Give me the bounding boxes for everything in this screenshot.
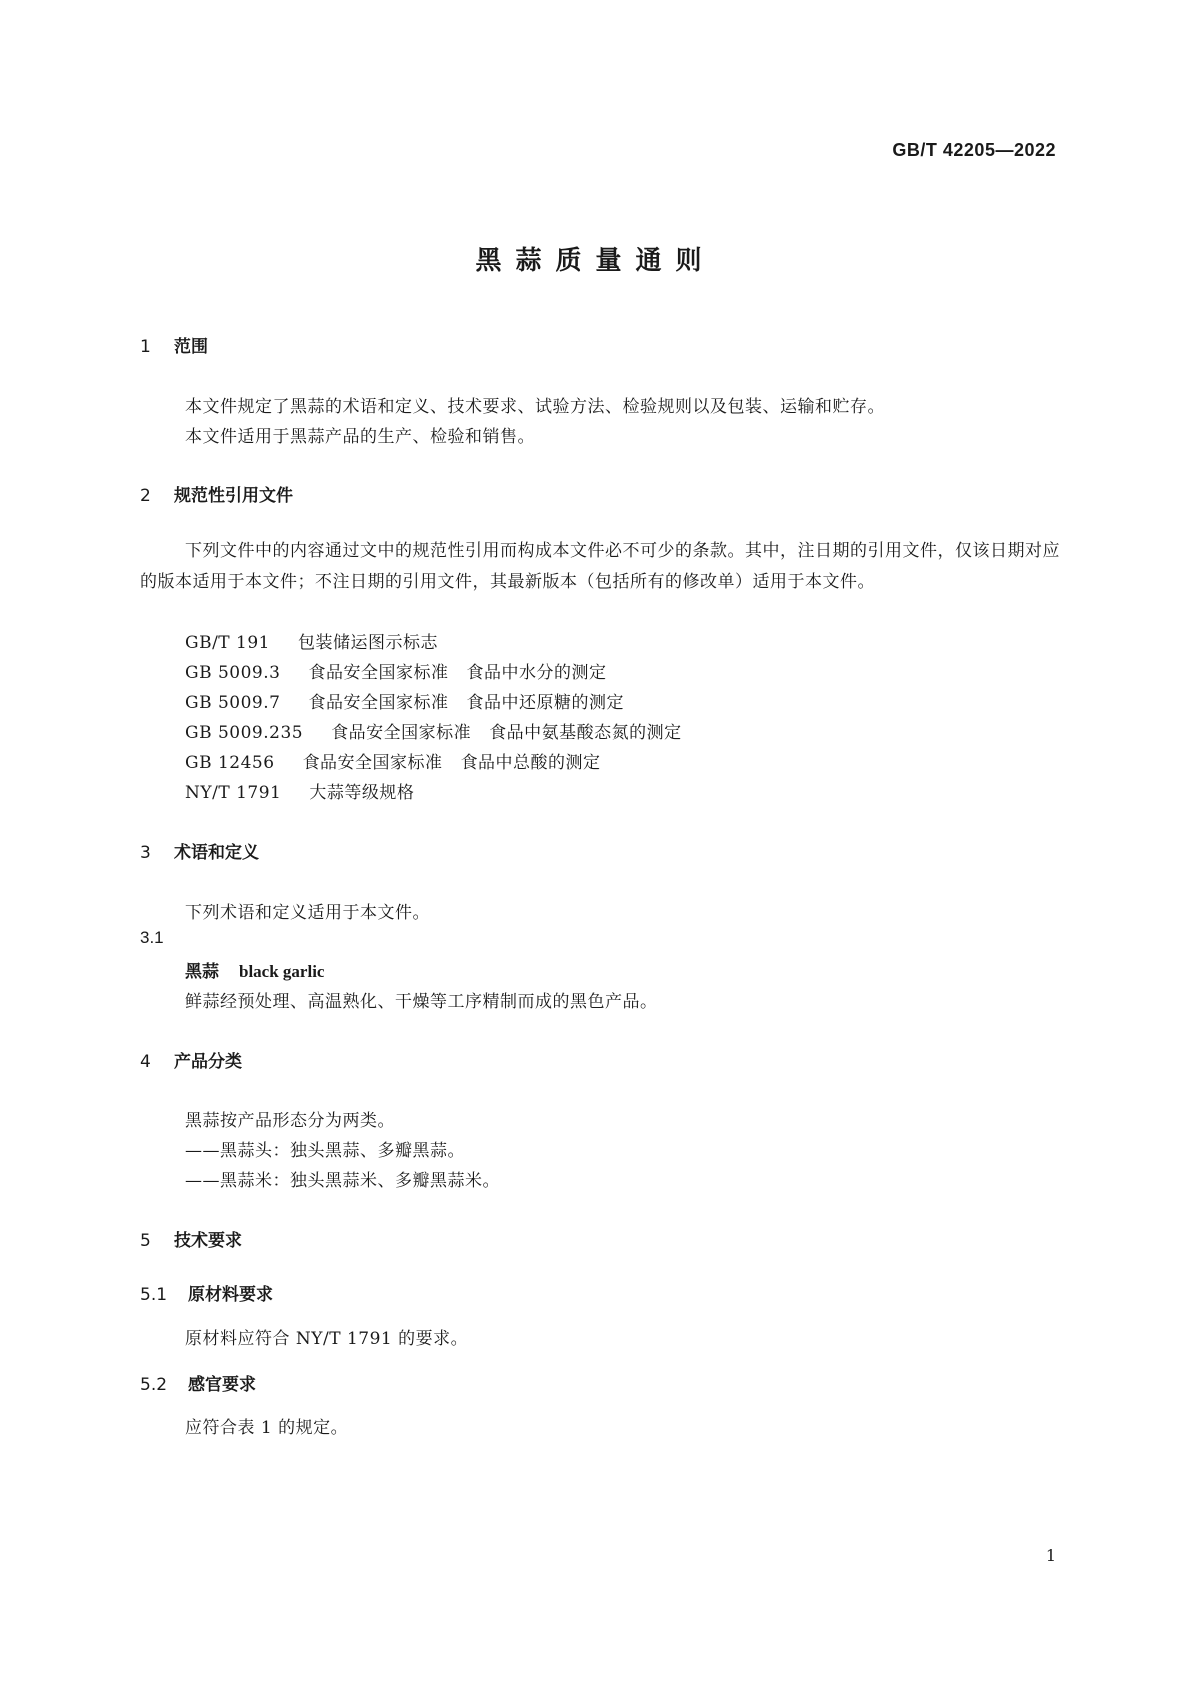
document-title: 黑蒜质量通则 (475, 246, 716, 276)
reference-code: NY/T 1791 (185, 783, 282, 803)
term-entry (185, 957, 324, 982)
paragraph: 黑蒜按产品形态分为两类。 (185, 1111, 395, 1131)
section-3-heading (140, 838, 259, 863)
term-number: 3.1 (140, 928, 164, 947)
reference-code: GB/T 191 (185, 633, 270, 653)
section-title: 原材料要求 (188, 1285, 273, 1305)
section-number: 2 (140, 486, 151, 506)
reference-subtitle: 食品中总酸的测定 (460, 753, 601, 773)
section-5-heading (140, 1226, 242, 1251)
reference-code: GB 5009.3 (185, 663, 281, 683)
reference-item (185, 658, 606, 683)
paragraph: 本文件适用于黑蒜产品的生产、检验和销售。 (185, 427, 535, 447)
section-title: 技术要求 (174, 1231, 242, 1251)
term-english: black garlic (239, 962, 325, 981)
list-item: ——黑蒜头：独头黑蒜、多瓣黑蒜。 (185, 1141, 465, 1161)
subsection-5-2-heading (140, 1370, 256, 1395)
reference-subtitle: 食品中水分的测定 (466, 663, 607, 683)
reference-code: GB 5009.235 (185, 723, 304, 743)
reference-item (185, 778, 414, 803)
reference-title: 包装储运图示标志 (298, 633, 438, 653)
section-title: 产品分类 (174, 1052, 242, 1072)
reference-code: GB 12456 (185, 753, 275, 773)
term-chinese: 黑蒜 (185, 962, 219, 982)
reference-item (185, 688, 624, 713)
section-title: 规范性引用文件 (174, 486, 293, 506)
section-4-heading (140, 1047, 242, 1072)
reference-item (185, 718, 682, 743)
reference-item (185, 748, 601, 773)
section-number: 5 (140, 1231, 151, 1251)
paragraph: 应符合表 1 的规定。 (185, 1418, 349, 1438)
reference-subtitle: 食品中氨基酸态氮的测定 (489, 723, 682, 743)
reference-title: 食品安全国家标准 (302, 753, 443, 773)
paragraph: 原材料应符合 NY/T 1791 的要求。 (185, 1329, 469, 1349)
section-number: 5.2 (140, 1375, 168, 1395)
paragraph: 本文件规定了黑蒜的术语和定义、技术要求、试验方法、检验规则以及包装、运输和贮存。 (185, 397, 885, 417)
reference-title: 食品安全国家标准 (308, 693, 449, 713)
page-number: 1 (1045, 1546, 1056, 1565)
normative-references-intro: 下列文件中的内容通过文中的规范性引用而构成本文件必不可少的条款。其中，注日期的引用文件，仅该日期对应的版本适用于本文件；不注日期的引用文件，其最新版本（包括所有的修改单）适用于本文件。 (140, 541, 1060, 592)
section-2-heading (140, 481, 293, 506)
standard-code: GB/T 42205—2022 (892, 140, 1056, 160)
section-1-heading (140, 332, 208, 357)
reference-subtitle: 食品中还原糖的测定 (466, 693, 624, 713)
section-number: 5.1 (140, 1285, 168, 1305)
reference-item (185, 628, 438, 653)
term-definition: 鲜蒜经预处理、高温熟化、干燥等工序精制而成的黑色产品。 (185, 992, 658, 1012)
list-item: ——黑蒜米：独头黑蒜米、多瓣黑蒜米。 (185, 1171, 500, 1191)
reference-title: 食品安全国家标准 (308, 663, 449, 683)
subsection-5-1-heading (140, 1280, 273, 1305)
section-title: 感官要求 (188, 1375, 256, 1395)
section-number: 3 (140, 843, 151, 863)
section-title: 范围 (174, 337, 208, 357)
section-number: 4 (140, 1052, 151, 1072)
reference-title: 食品安全国家标准 (331, 723, 472, 743)
section-number: 1 (140, 337, 151, 357)
reference-title: 大蒜等级规格 (309, 783, 415, 803)
paragraph: 下列术语和定义适用于本文件。 (185, 903, 430, 923)
reference-code: GB 5009.7 (185, 693, 281, 713)
section-title: 术语和定义 (174, 843, 259, 863)
